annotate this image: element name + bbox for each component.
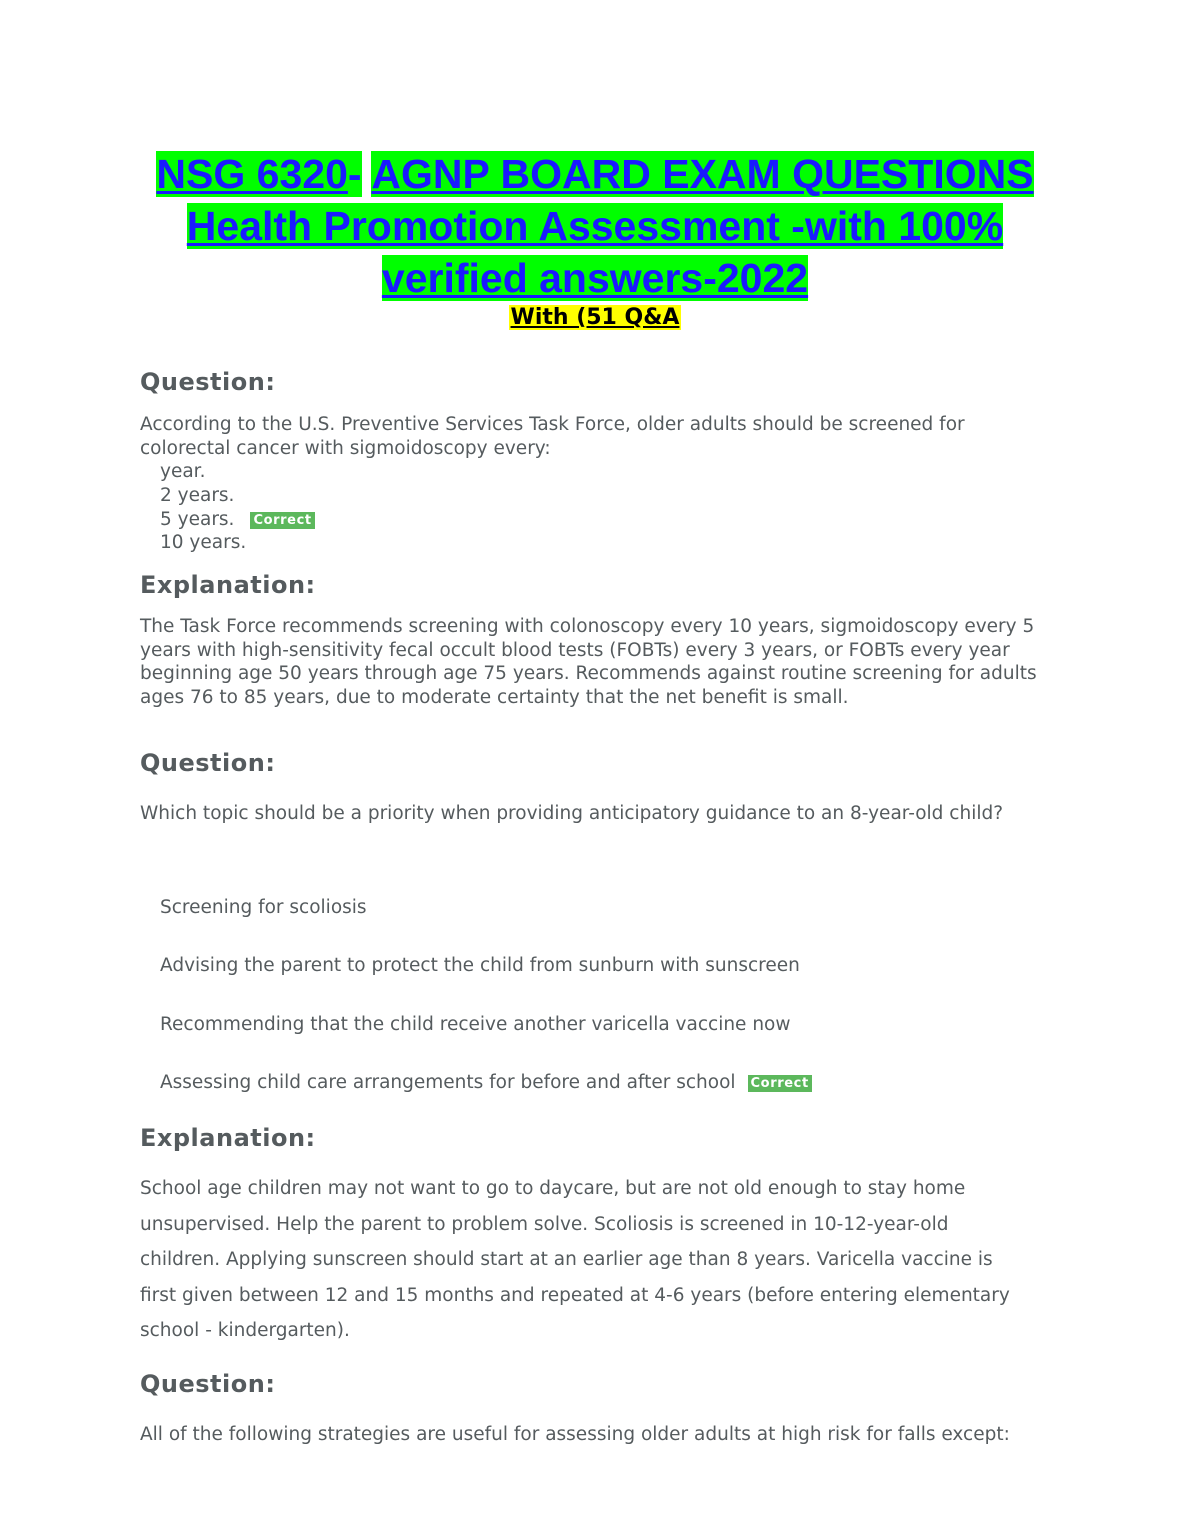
- explanation-1-heading: Explanation:: [140, 571, 316, 599]
- option-text: 5 years.: [160, 509, 235, 530]
- question-3-text: All of the following strategies are useful for assessing older adults at high risk for falls except:: [140, 1424, 1010, 1445]
- option-text: Assessing child care arrangements for before and after school: [160, 1072, 736, 1093]
- title-main: AGNP BOARD EXAM QUESTIONS: [371, 151, 1034, 197]
- title-line-3: [0, 252, 1190, 304]
- question-2-heading: Question:: [140, 749, 276, 777]
- subtitle-text: With (51 Q&A: [510, 305, 680, 330]
- correct-badge: Correct: [748, 1075, 812, 1092]
- question-1-heading: Question:: [140, 368, 276, 396]
- course-code: NSG 6320: [156, 151, 348, 197]
- question-2-text: Which topic should be a priority when providing anticipatory guidance to an 8-year-old child?: [140, 803, 1004, 824]
- question-2-option-3: Recommending that the child receive another varicella vaccine now: [160, 1014, 791, 1035]
- question-1-option-4: 10 years.: [160, 532, 247, 553]
- question-1-option-2: 2 years.: [160, 485, 235, 506]
- title-line-2: [0, 200, 1190, 252]
- question-2-option-2: Advising the parent to protect the child from sunburn with sunscreen: [160, 955, 800, 976]
- explanation-2-heading: Explanation:: [140, 1124, 316, 1152]
- correct-badge: Correct: [250, 512, 314, 529]
- question-1-option-1: year.: [160, 461, 206, 482]
- title-separator: -: [347, 151, 362, 197]
- question-1-text: According to the U.S. Preventive Services Task Force, older adults should be screened for colorectal cancer with sigmoidoscopy every:: [140, 414, 965, 459]
- title-verified: verified answers-2022: [381, 255, 809, 301]
- question-2-option-4: [160, 1072, 812, 1093]
- document-title: [0, 148, 1190, 304]
- question-3-heading: Question:: [140, 1370, 276, 1398]
- question-1-option-3: [160, 509, 315, 530]
- title-subject: Health Promotion Assessment -with 100%: [186, 203, 1004, 249]
- title-line-1: [0, 148, 1190, 200]
- subtitle: [0, 305, 1190, 330]
- explanation-2-text: School age children may not want to go to daycare, but are not old enough to stay home unsupervised. Help the parent to problem solve. Scoliosis is screened in 10-12-year-old children. Applying sunscreen should start at an earlier age than 8 years. Varicella vaccine is first given between 12 and 15 months and repeated at 4-6 years (before entering elementary school - kindergarten).: [140, 1178, 1010, 1341]
- explanation-1-text: The Task Force recommends screening with colonoscopy every 10 years, sigmoidoscopy every 5 years with high-sensitivity fecal occult blood tests (FOBTs) every 3 years, or FOBTs every year beginning age 50 years through age 75 years. Recommends against routine screening for adults ages 76 to 85 years, due to moderate certainty that the net benefit is small.: [140, 616, 1037, 708]
- question-2-option-1: Screening for scoliosis: [160, 897, 367, 918]
